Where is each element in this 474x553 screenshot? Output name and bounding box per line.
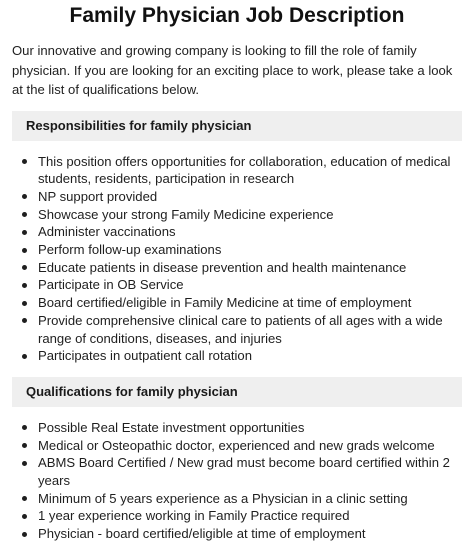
list-item: Educate patients in disease prevention and health maintenance <box>38 259 462 277</box>
list-item: Board certified/eligible in Family Medicine at time of employment <box>38 294 462 312</box>
list-item: Possible Real Estate investment opportunities <box>38 419 462 437</box>
list-item: Physician - board certified/eligible at time of employment <box>38 525 462 543</box>
list-item: NP support provided <box>38 188 462 206</box>
list-item: Medical or Osteopathic doctor, experienced and new grads welcome <box>38 437 462 455</box>
responsibilities-heading: Responsibilities for family physician <box>12 111 462 141</box>
qualifications-heading: Qualifications for family physician <box>12 377 462 407</box>
page-title: Family Physician Job Description <box>69 4 405 27</box>
list-item: 1 year experience working in Family Practice required <box>38 507 462 525</box>
list-item: Minimum of 5 years experience as a Physician in a clinic setting <box>38 490 462 508</box>
list-item: This position offers opportunities for collaboration, education of medical students, residents, participation in research <box>38 153 462 188</box>
list-item: Participates in outpatient call rotation <box>38 347 462 365</box>
list-item: Provide comprehensive clinical care to patients of all ages with a wide range of conditions, diseases, and injuries <box>38 312 462 347</box>
list-item: Participate in OB Service <box>38 276 462 294</box>
intro-paragraph: Our innovative and growing company is looking to fill the role of family physician. If you are looking for an exciting place to work, please take a look at the list of qualifications below. <box>12 43 453 97</box>
list-item: ABMS Board Certified / New grad must become board certified within 2 years <box>38 454 462 489</box>
list-item: Administer vaccinations <box>38 223 462 241</box>
list-item: Showcase your strong Family Medicine experience <box>38 206 462 224</box>
list-item: Perform follow-up examinations <box>38 241 462 259</box>
responsibilities-list <box>12 153 462 365</box>
qualifications-list <box>12 419 462 543</box>
